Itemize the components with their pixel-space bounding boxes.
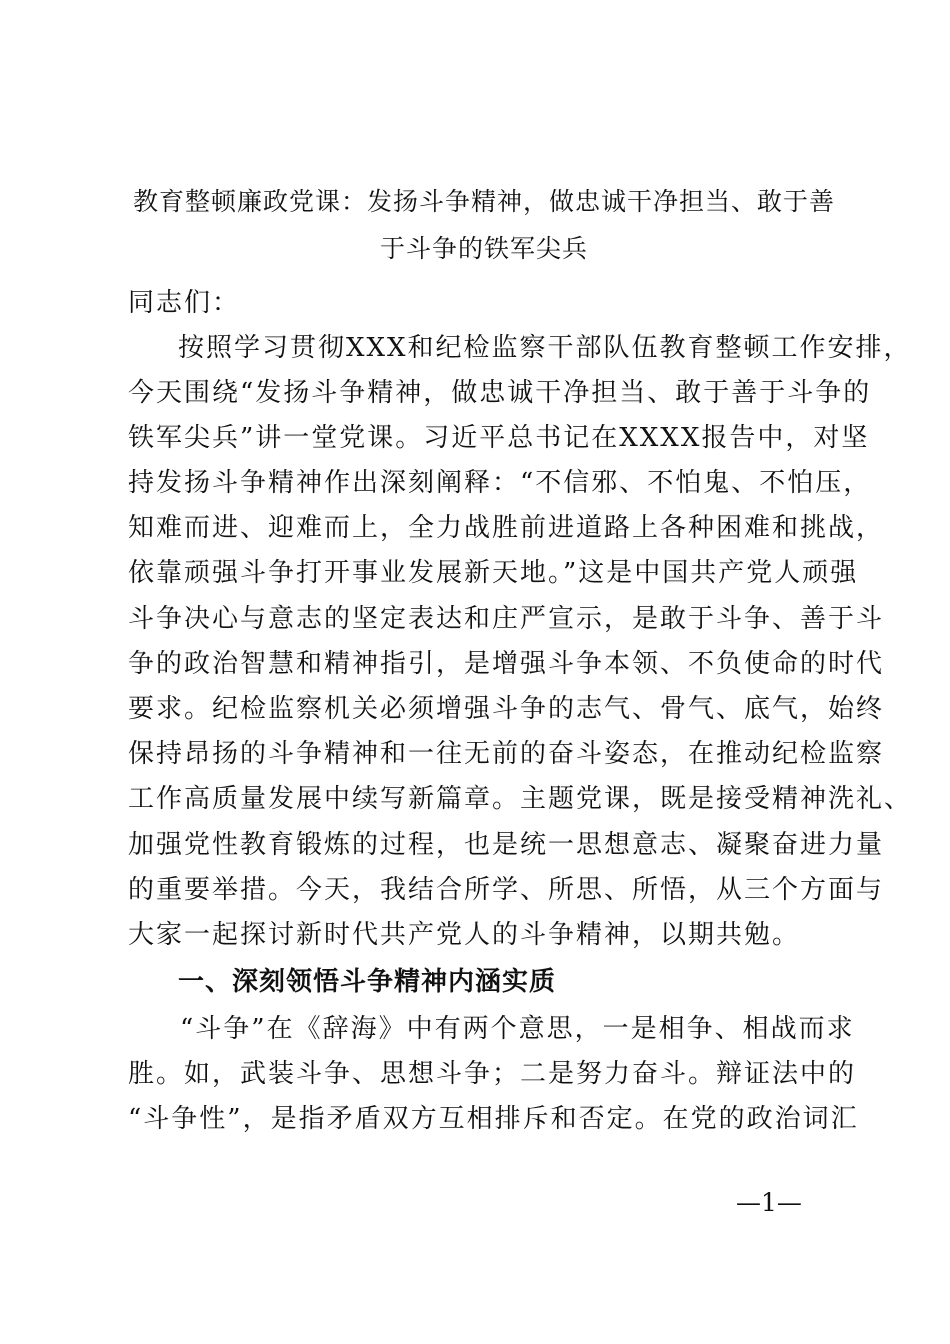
paragraph-1-line-10: 保持昂扬的斗争精神和一往无前的奋斗姿态，在推动纪检监察	[128, 739, 885, 769]
paragraph-1-line-11: 工作高质量发展中续写新篇章。主题党课，既是接受精神洗礼、	[128, 784, 913, 814]
paragraph-1-line-4: 持发扬斗争精神作出深刻阐释：“不信邪、不怕鬼、不怕压，	[128, 468, 872, 498]
paragraph-1-line-1: 按照学习贯彻XXX和纪检监察干部队伍教育整顿工作安排，	[178, 333, 912, 363]
paragraph-2-line-3: “斗争性”，是指矛盾双方互相排斥和否定。在党的政治词汇	[128, 1104, 859, 1134]
paragraph-1-line-5: 知难而进、迎难而上，全力战胜前进道路上各种困难和挑战，	[128, 513, 885, 543]
paragraph-1-line-13: 的重要举措。今天，我结合所学、所思、所悟，从三个方面与	[128, 875, 885, 905]
paragraph-1-line-2: 今天围绕“发扬斗争精神，做忠诚干净担当、敢于善于斗争的	[128, 378, 872, 408]
salutation: 同志们：	[128, 288, 241, 318]
paragraph-2-line-1: “斗争”在《辞海》中有两个意思，一是相争、相战而求	[180, 1014, 855, 1044]
paragraph-1-line-7: 斗争决心与意志的坚定表达和庄严宣示，是敢于斗争、善于斗	[128, 604, 885, 634]
section-1-heading: 一、深刻领悟斗争精神内涵实质	[178, 967, 557, 997]
paragraph-1-line-12: 加强党性教育锻炼的过程，也是统一思想意志、凝聚奋进力量	[128, 830, 885, 860]
paragraph-1-line-3: 铁军尖兵”讲一堂党课。习近平总书记在XXXX报告中，对坚	[128, 423, 870, 453]
paragraph-1-line-6: 依靠顽强斗争打开事业发展新天地。”这是中国共产党人顽强	[128, 558, 859, 588]
paragraph-1-line-14: 大家一起探讨新时代共产党人的斗争精神，以期共勉。	[128, 920, 801, 950]
document-title-line-1: 教育整顿廉政党课：发扬斗争精神，做忠诚干净担当、敢于善	[132, 187, 835, 216]
paragraph-2-line-2: 胜。如，武装斗争、思想斗争；二是努力奋斗。辩证法中的	[128, 1059, 857, 1089]
paragraph-1-line-8: 争的政治智慧和精神指引，是增强斗争本领、不负使命的时代	[128, 649, 885, 679]
paragraph-1-line-9: 要求。纪检监察机关必须增强斗争的志气、骨气、底气，始终	[128, 694, 885, 724]
document-title-line-2: 于斗争的铁军尖兵	[379, 234, 588, 263]
page-number: —1—	[736, 1188, 802, 1217]
